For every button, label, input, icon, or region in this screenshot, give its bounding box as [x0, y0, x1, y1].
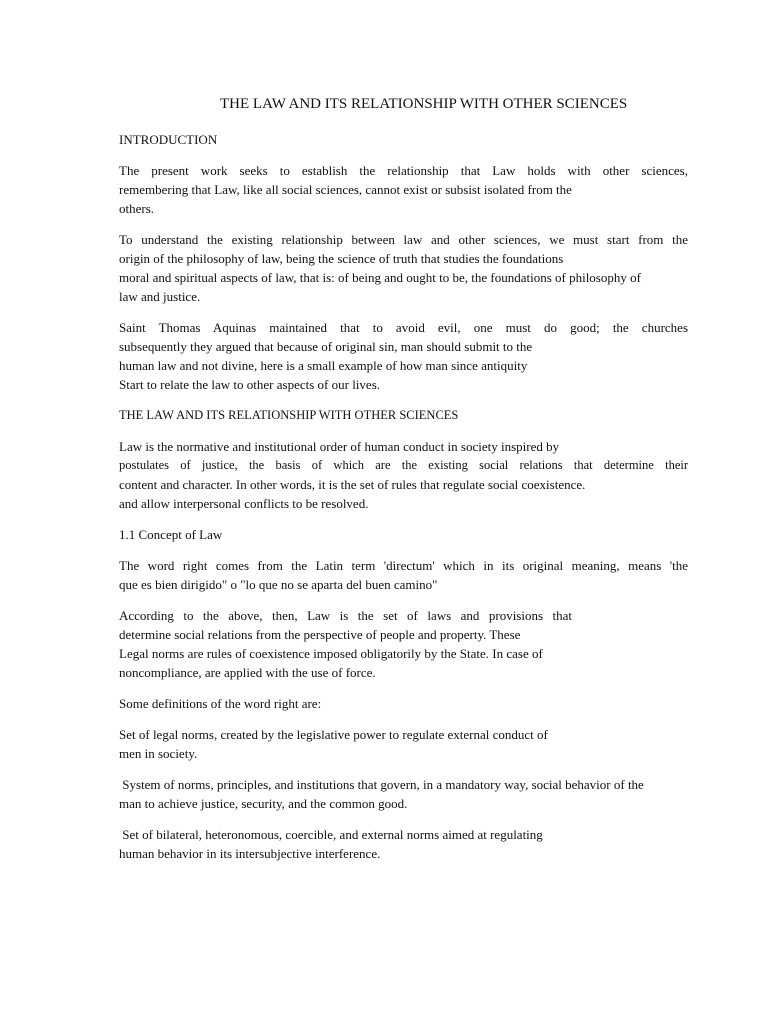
text-line: subsequently they argued that because of original sin, man should submit to the: [119, 339, 533, 354]
introduction-heading: INTRODUCTION: [119, 132, 218, 147]
text-line: To understand the existing relationship between law and other sciences, we must start from the: [119, 232, 688, 247]
paragraph-aquinas: [119, 318, 688, 394]
text-line: According to the above, then, Law is the set of laws and provisions that: [119, 608, 572, 623]
paragraph-etymology: [119, 556, 688, 594]
document-body: [119, 130, 688, 875]
text-line: law and justice.: [119, 289, 201, 304]
text-line: man to achieve justice, security, and the common good.: [119, 796, 408, 811]
text-line: moral and spiritual aspects of law, that is: of being and ought to be, the foundations of philosophy of: [119, 270, 641, 285]
text-line: Legal norms are rules of coexistence imposed obligatorily by the State. In case of: [119, 646, 543, 661]
paragraph-intro: [119, 161, 688, 218]
text-line: Saint Thomas Aquinas maintained that to avoid evil, one must do good; the churches: [119, 320, 688, 335]
text-line: others.: [119, 201, 155, 216]
paragraph-philosophy: [119, 230, 688, 306]
paragraph-according: [119, 606, 688, 682]
paragraph-definition-1: [119, 725, 688, 763]
paragraph-definition-2: [119, 775, 688, 813]
text-line: origin of the philosophy of law, being the science of truth that studies the foundations: [119, 251, 564, 266]
section-heading: THE LAW AND ITS RELATIONSHIP WITH OTHER SCIENCES: [119, 408, 459, 422]
text-line: System of norms, principles, and institutions that govern, in a mandatory way, social behavior of the: [119, 777, 644, 792]
text-line: human law and not divine, here is a small example of how man since antiquity: [119, 358, 528, 373]
text-line: and allow interpersonal conflicts to be resolved.: [119, 496, 369, 511]
paragraph-law-definition: [119, 437, 688, 513]
subsection-heading: 1.1 Concept of Law: [119, 527, 223, 542]
text-line: The word right comes from the Latin term 'directum' which in its original meaning, means 'the: [119, 558, 688, 573]
text-line: human behavior in its intersubjective interference.: [119, 846, 381, 861]
paragraph-definitions-intro: [119, 694, 688, 713]
text-line: remembering that Law, like all social sciences, cannot exist or subsist isolated from the: [119, 182, 572, 197]
text-line: que es bien dirigido" o "lo que no se aparta del buen camino": [119, 577, 438, 592]
document-title: THE LAW AND ITS RELATIONSHIP WITH OTHER SCIENCES: [220, 96, 628, 112]
text-line: noncompliance, are applied with the use of force.: [119, 665, 376, 680]
text-line: determine social relations from the perspective of people and property. These: [119, 627, 521, 642]
text-line: Start to relate the law to other aspects of our lives.: [119, 377, 381, 392]
paragraph-definition-3: [119, 825, 688, 863]
text-line: Some definitions of the word right are:: [119, 696, 322, 711]
text-line: Set of legal norms, created by the legislative power to regulate external conduct of: [119, 727, 548, 742]
text-line: postulates of justice, the basis of which are the existing social relations that determine their: [119, 458, 688, 472]
text-line: content and character. In other words, it is the set of rules that regulate social coexistence.: [119, 477, 586, 492]
text-line: Law is the normative and institutional order of human conduct in society inspired by: [119, 439, 560, 454]
text-line: Set of bilateral, heteronomous, coercible, and external norms aimed at regulating: [119, 827, 543, 842]
text-line: men in society.: [119, 746, 198, 761]
text-line: The present work seeks to establish the relationship that Law holds with other sciences,: [119, 163, 688, 178]
